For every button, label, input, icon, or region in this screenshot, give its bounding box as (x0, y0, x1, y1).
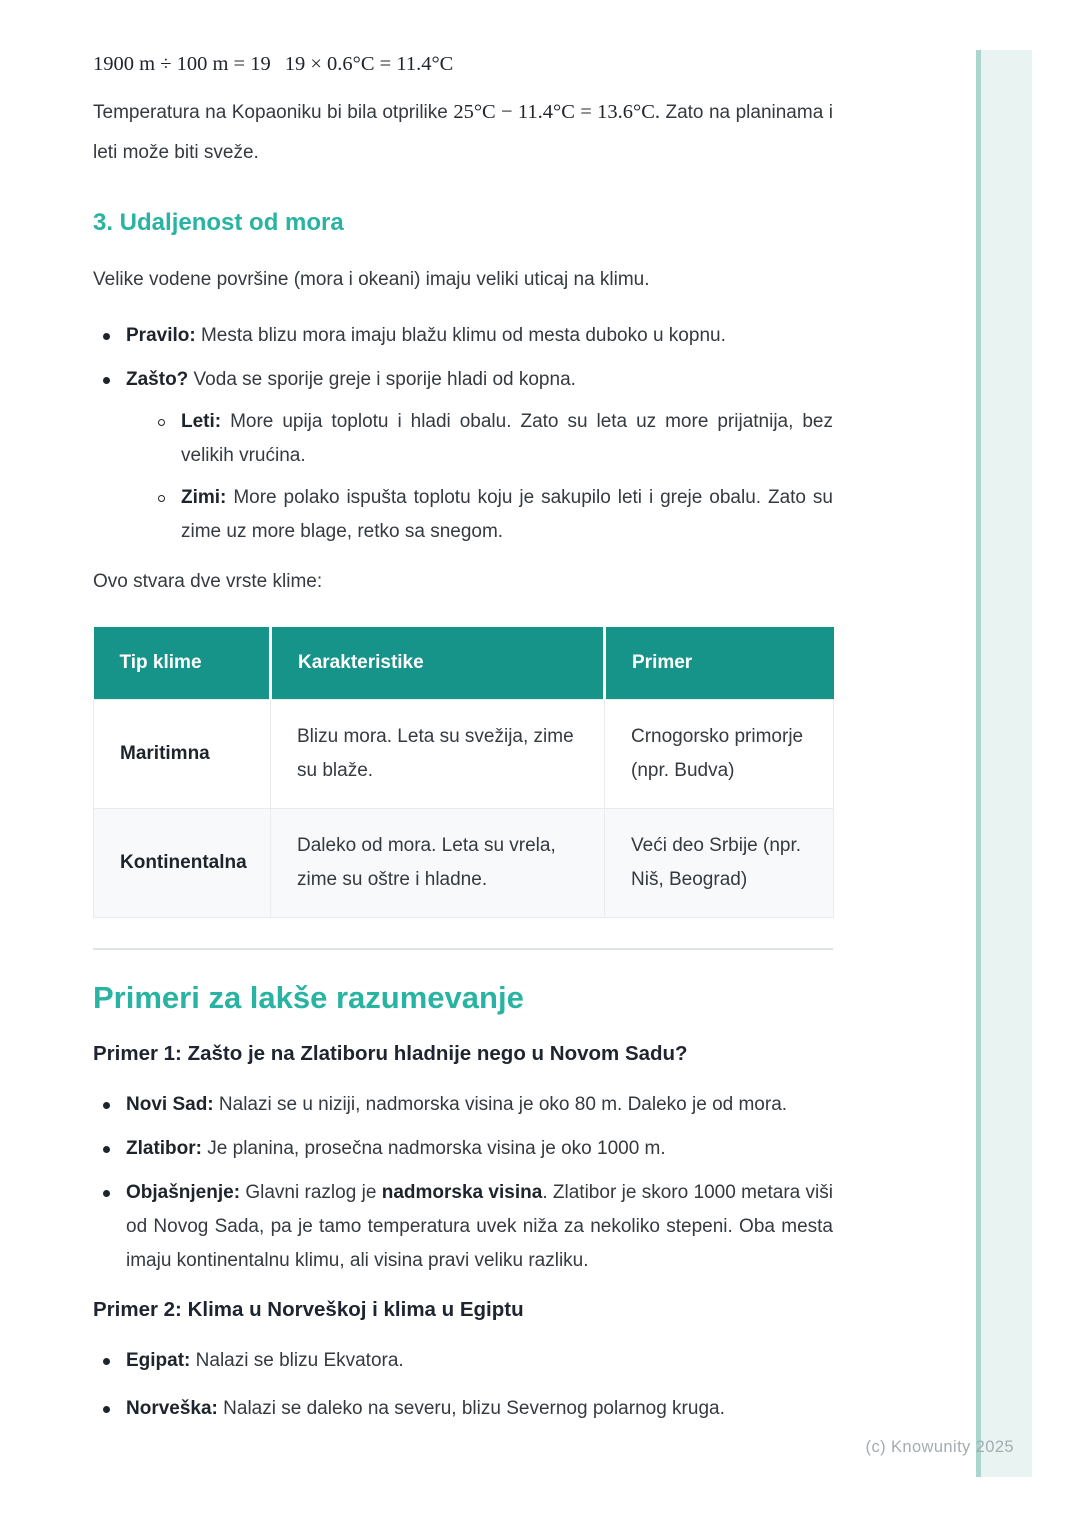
document-content (93, 0, 833, 1436)
list-item-body (126, 1132, 833, 1166)
example1-title: Primer 1: Zašto je na Zlatiboru hladnije nego u Novom Sadu? (93, 1041, 688, 1065)
list-item-objasnjenje (93, 1176, 833, 1278)
sub-item-leti (148, 405, 833, 473)
explanation-bold-term: nadmorska visina (381, 1181, 543, 1203)
item-label: Egipat: (126, 1349, 191, 1371)
bullet-dot-icon (103, 333, 110, 340)
explanation-text-after: . Zlatibor je skoro 1000 metara viši od Novog Sada, pa je tamo temperatura uvek niža za nekoliko stepeni. Oba mesta imaju kontinentalnu klimu, ali visina pravi veliku razliku. (126, 1181, 833, 1271)
item-label: Novi Sad: (126, 1093, 214, 1115)
climate-types-table (93, 627, 834, 918)
item-text: More upija toplotu i hladi obalu. Zato su leta uz more prijatnija, bez velikih vrućina. (181, 411, 833, 466)
distance-bullet-list (93, 319, 833, 549)
item-label: Zimi: (181, 487, 227, 508)
section-heading-distance-from-sea: 3. Udaljenost od mora (93, 209, 344, 236)
copyright-watermark: (c) Knowunity 2025 (865, 1438, 1014, 1456)
list-item-norveska (93, 1392, 833, 1426)
item-text: Voda se sporije greje i sporije hladi od kopna. (188, 369, 576, 390)
temperature-text-2: Zato na planinama i leti može biti sveže. (93, 102, 833, 163)
cell-example: Veći deo Srbije (npr. Niš, Beograd) (605, 808, 834, 917)
list-item-body (126, 1344, 833, 1378)
list-item-body (126, 1088, 833, 1122)
list-item-zasto (93, 363, 833, 549)
item-text: More polako ispušta toplotu koju je sakupilo leti i greje obalu. Zato su zime uz more blage, retko sa snegom. (181, 487, 833, 542)
list-item-body (126, 363, 833, 549)
explanation-text-before: Glavni razlog je (240, 1181, 382, 1203)
item-text: Nalazi se u niziji, nadmorska visina je oko 80 m. Daleko je od mora. (213, 1093, 788, 1115)
temperature-paragraph (93, 92, 833, 173)
list-item-zlatibor (93, 1132, 833, 1166)
page-edge-accent-bar (976, 50, 1032, 1477)
bullet-dot-icon (103, 1190, 110, 1197)
item-text: Je planina, prosečna nadmorska visina je oko 1000 m. (202, 1137, 666, 1159)
bullet-circle-icon (158, 419, 165, 426)
column-header-primer: Primer (605, 627, 834, 699)
sub-item-zimi (148, 481, 833, 549)
item-text: Nalazi se daleko na severu, blizu Severnog polarnog kruga. (217, 1397, 725, 1419)
cell-example: Crnogorsko primorje (npr. Budva) (605, 699, 834, 808)
list-item-body (126, 1176, 833, 1278)
example1-bullet-list (93, 1088, 833, 1278)
sub-item-body (181, 481, 833, 549)
cell-characteristics: Daleko od mora. Leta su vrela, zime su oštre i hladne. (271, 808, 605, 917)
list-item-egipat (93, 1344, 833, 1378)
temperature-math: 25°C − 11.4°C = 13.6°C. (453, 101, 660, 123)
item-text: Mesta blizu mora imaju blažu klimu od mesta duboko u kopnu. (195, 325, 726, 346)
bullet-dot-icon (103, 1102, 110, 1109)
sub-item-body (181, 405, 833, 473)
list-item-body (126, 1392, 833, 1426)
item-label: Norveška: (126, 1397, 218, 1419)
example2-bullet-list (93, 1344, 833, 1426)
table-header-row (94, 627, 834, 699)
item-label: Zašto? (126, 369, 189, 390)
temperature-text-1: Temperatura na Kopaoniku bi bila otprilike (93, 102, 454, 123)
equation-part-1: 1900 m ÷ 100 m = 19 (93, 53, 271, 75)
examples-heading: Primeri za lakše razumevanje (93, 979, 524, 1015)
seasons-sub-list (148, 405, 833, 549)
example2-title: Primer 2: Klima u Norveškoj i klima u Egiptu (93, 1297, 524, 1321)
item-label: Leti: (181, 411, 222, 432)
cell-climate-type: Kontinentalna (94, 808, 271, 917)
list-item-pravilo (93, 319, 833, 353)
column-header-tip-klime: Tip klime (94, 627, 271, 699)
altitude-equation (93, 50, 833, 78)
bullet-dot-icon (103, 1406, 110, 1413)
table-row-maritimna (94, 699, 834, 808)
bullet-dot-icon (103, 1358, 110, 1365)
item-label: Zlatibor: (126, 1137, 202, 1159)
section-divider (93, 948, 833, 950)
cell-climate-type: Maritimna (94, 699, 271, 808)
item-label: Pravilo: (126, 325, 196, 346)
item-text: Nalazi se blizu Ekvatora. (190, 1349, 404, 1371)
bullet-dot-icon (103, 1146, 110, 1153)
distance-intro-paragraph: Velike vodene površine (mora i okeani) imaju veliki uticaj na klimu. (93, 269, 650, 290)
bullet-dot-icon (103, 377, 110, 384)
list-item-novi-sad (93, 1088, 833, 1122)
cell-characteristics: Blizu mora. Leta su svežija, zime su blaže. (271, 699, 605, 808)
column-header-karakteristike: Karakteristike (271, 627, 605, 699)
table-row-kontinentalna (94, 808, 834, 917)
bullet-circle-icon (158, 495, 165, 502)
two-climate-types-paragraph: Ovo stvara dve vrste klime: (93, 571, 323, 592)
list-item-body (126, 319, 833, 353)
item-label: Objašnjenje: (126, 1181, 241, 1203)
equation-part-2: 19 × 0.6°C = 11.4°C (284, 53, 454, 75)
